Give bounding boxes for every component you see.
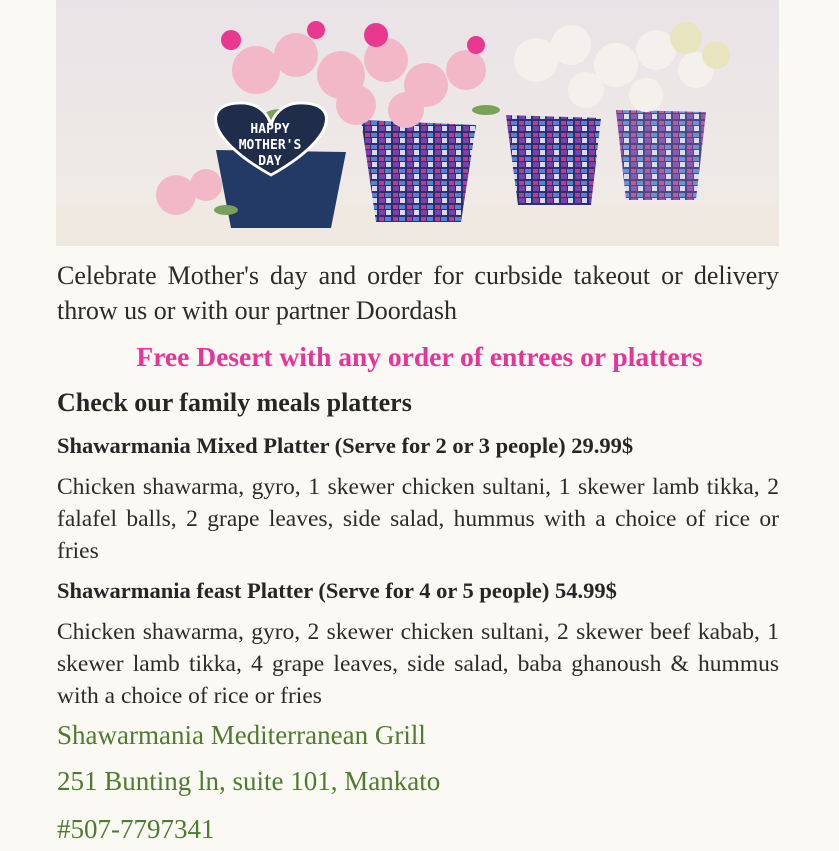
sign-text-line1: HAPPY [250,122,290,137]
family-meals-heading: Check our family meals platters [57,388,412,417]
restaurant-name: Shawarmania Mediterranean Grill [57,720,426,750]
platter-description: Chicken shawarma, gyro, 1 skewer chicken sultani, 1 skewer lamb tikka, 2 falafel balls, 2 grape leaves, side salad, hummus with a choice of rice or fries [57,474,779,564]
platter-title: Shawarmania feast Platter (Serve for 4 or 5 people) 54.99$ [57,578,617,603]
hero-image [56,0,779,246]
restaurant-phone: #507-7797341 [57,814,215,844]
platter-description: Chicken shawarma, gyro, 2 skewer chicken sultani, 2 skewer beef kabab, 1 skewer lamb tikka, 4 grape leaves, side salad, baba ghanoush & hummus with a choice of rice or fries [57,619,779,709]
mothers-day-flowers-illustration [56,0,779,246]
restaurant-address: 251 Bunting ln, suite 101, Mankato [57,766,441,796]
promo-banner: Free Desert with any order of entrees or platters [136,341,703,372]
platter-title: Shawarmania Mixed Platter (Serve for 2 or 3 people) 29.99$ [57,433,634,458]
intro-text: Celebrate Mother's day and order for curbside takeout or delivery throw us or with our partner Doordash [57,261,779,325]
sign-text-line2: MOTHER'S [238,138,302,153]
sign-text-line3: DAY [258,154,282,169]
